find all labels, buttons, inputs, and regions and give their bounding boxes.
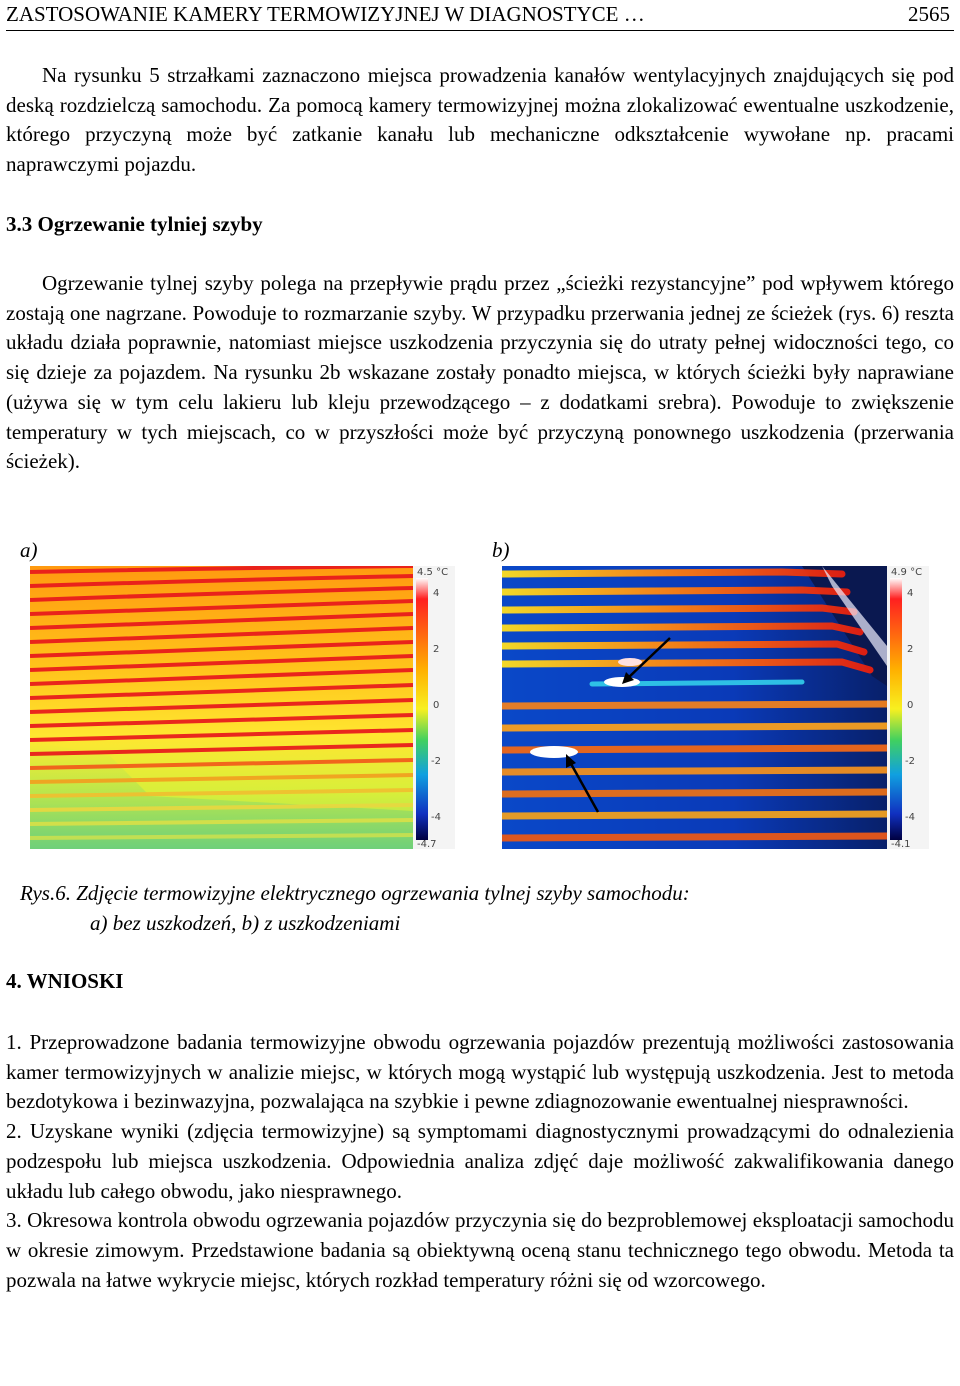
thermal-image-b	[502, 566, 887, 849]
scale-a-tick: 0	[433, 700, 440, 711]
thermal-image-a	[30, 566, 413, 849]
figure-label-a: a)	[20, 538, 38, 562]
scale-b-tick: -4	[905, 812, 915, 823]
scale-a-top-label: 4.5 °C	[417, 567, 449, 578]
header-title: ZASTOSOWANIE KAMERY TERMOWIZYJNEJ W DIAGNOSTYCE …	[6, 2, 645, 26]
temperature-scale-b	[887, 566, 929, 849]
section-heading-3-3: 3.3 Ogrzewanie tylniej szyby	[6, 212, 263, 236]
scale-b-tick: 2	[907, 644, 914, 655]
figure-caption-line2: a) bez uszkodzeń, b) z uszkodzeniami	[90, 910, 401, 935]
intro-paragraph: Na rysunku 5 strzałkami zaznaczono miejsca prowadzenia kanałów wentylacyjnych znajdujących się pod deską rozdzielczą samochodu. Za pomocą kamery termowizyjnej można zlokalizować ewentualne uszkodzenie, którego przyczyną może być zatkanie kanału lub mechaniczne odkształcenie wywołane np. pracami naprawczymi pojazdu.	[6, 63, 954, 177]
section-3-3-paragraph: Ogrzewanie tylnej szyby polega na przepływie prądu przez „ścieżki rezystancyjne” pod wpływem którego zostają one nagrzane. Powoduje to rozmarzanie szyby. W przypadku przerwania jednej ze ścieżek (rys. 6) reszta układu działa poprawnie, natomiast miejsce uszkodzenia przyczynia się do utraty pełnej widoczności tego, co się dzieje za pojazdem. Na rysunku 2b wskazane zostały ponadto miejsca, w których ścieżki były naprawiane (używa się w tym celu lakieru lub kleju przewodzącego – z dodatkami srebra). Powoduje to zwiększenie temperatury w tych miejscach, co w przyszłości może być przyczyną ponownego uszkodzenia (przerwania ścieżek).	[6, 271, 954, 474]
scale-a-tick: -2	[431, 756, 441, 767]
scale-a-tick: 4	[433, 588, 440, 599]
figure-caption-line1: Rys.6. Zdjęcie termowizyjne elektrycznego ogrzewania tylnej szyby samochodu:	[20, 881, 690, 905]
scale-a-tick: 2	[433, 644, 440, 655]
scale-b-tick: 0	[907, 700, 914, 711]
figure-label-b: b)	[492, 538, 510, 562]
scale-b-tick: 4	[907, 588, 914, 599]
figure-caption	[20, 879, 920, 938]
running-header	[6, 0, 954, 30]
conclusion-item: 1. Przeprowadzone badania termowizyjne obwodu ogrzewania pojazdów prezentują możliwości zastosowania kamer termowizyjnych w analizie miejsc, w których mogą wystąpić lub występują uszkodzenia. Jest to metoda bezdotykowa i bezinwazyjna, pozwalająca na szybkie i pewne zdiagnozowanie ewentualnej niesprawności.	[6, 1030, 954, 1114]
header-rule	[6, 30, 954, 31]
section-heading-4: 4. WNIOSKI	[6, 969, 124, 993]
scale-a-bottom-label: -4.7	[417, 839, 437, 849]
scale-b-bottom-label: -4.1	[891, 839, 911, 849]
conclusion-item: 2. Uzyskane wyniki (zdjęcia termowizyjne) są symptomami diagnostycznymi prowadzącymi do odnalezienia podzespołu lub miejsca uszkodzenia. Odpowiednia analiza zdjęć daje możliwość zakwalifikowania danego układu lub całego obwodu, jako niesprawnego.	[6, 1119, 954, 1203]
conclusion-item: 3. Okresowa kontrola obwodu ogrzewania pojazdów przyczynia się do bezproblemowej eksploatacji samochodu w okresie zimowym. Przedstawione badania są obiektywną oceną stanu technicznego tego obwodu. Metoda ta pozwala na łatwe wykrycie miejsc, których rozkład temperatury różni się od wzorcowego.	[6, 1208, 954, 1292]
page-number: 2565	[908, 2, 950, 26]
temperature-scale-a	[413, 566, 455, 849]
scale-a-tick: -4	[431, 812, 441, 823]
conclusions-list	[6, 1028, 954, 1295]
scale-b-tick: -2	[905, 756, 915, 767]
scale-b-top-label: 4.9 °C	[891, 567, 923, 578]
